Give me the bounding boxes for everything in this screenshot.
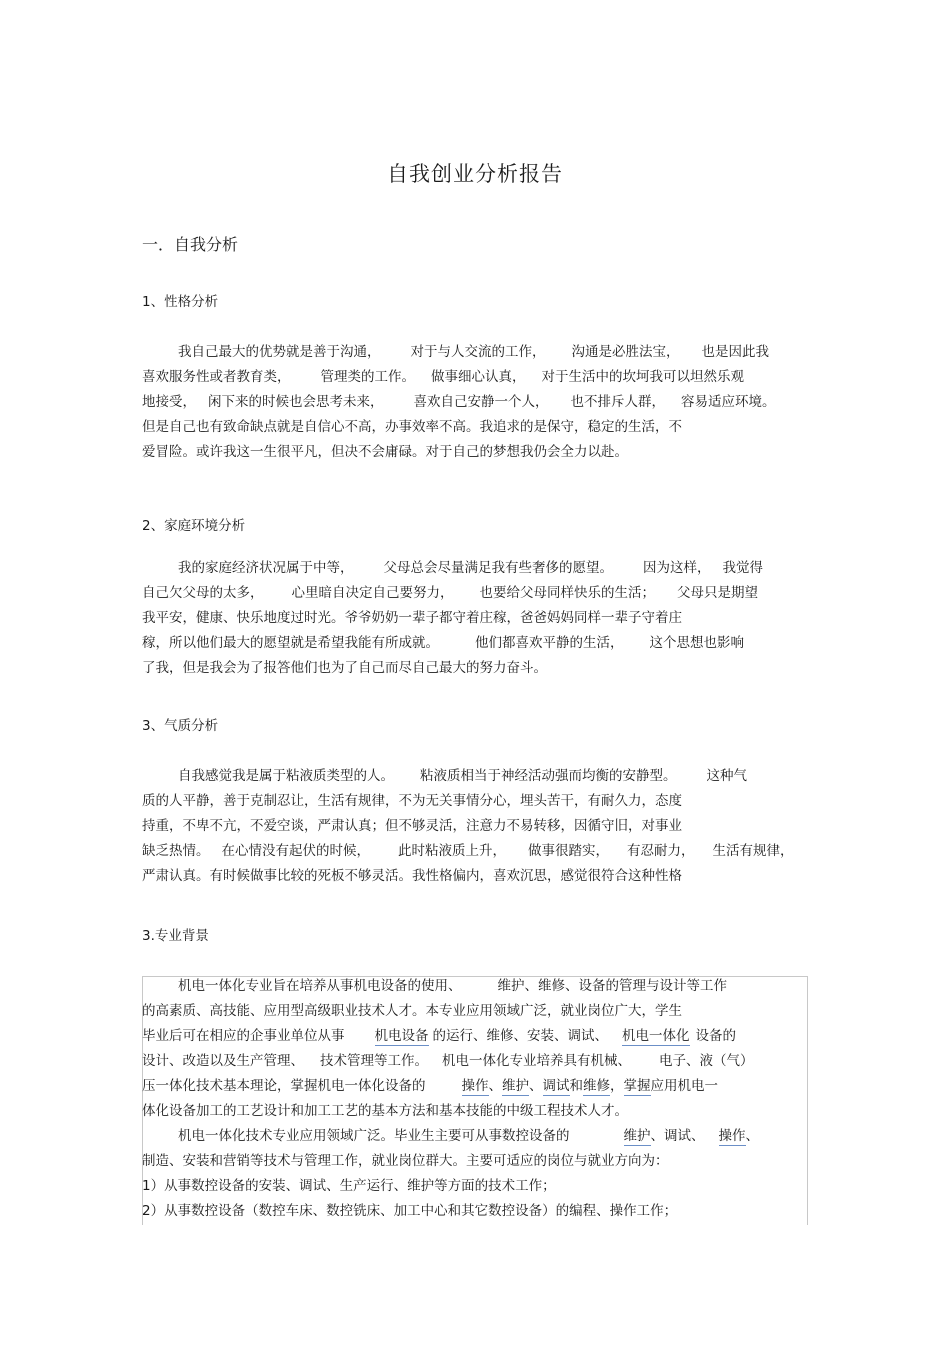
- text-line: 设计、改造以及生产管理、 技术管理等工作。 机电一体化专业培养具有机械、 电子、液（气）: [142, 1053, 754, 1069]
- text-line: 体化设备加工的工艺设计和加工工艺的基本方法和基本技能的中级工程技术人才。: [142, 1103, 628, 1119]
- text-line: 质的人平静，善于克制忍让，生活有规律，不为无关事情分心，埋头苦干，有耐久力，态度: [142, 793, 682, 809]
- text-line: 缺乏热情。 在心情没有起伏的时候， 此时粘液质上升， 做事很踏实， 有忍耐力， 生活有规律，: [142, 843, 794, 859]
- subheading-temperament: 3、气质分析: [142, 718, 219, 734]
- list-item: 1）从事数控设备的安装、调试、生产运行、维护等方面的技术工作；: [142, 1178, 556, 1194]
- text-line: 但是自己也有致命缺点就是自信心不高，办事效率不高。我追求的是保守，稳定的生活，不: [142, 419, 682, 435]
- text-line: 爱冒险。或许我这一生很平凡，但决不会庸碌。对于自己的梦想我仍会全力以赴。: [142, 444, 628, 460]
- list-item: 2）从事数控设备（数控车床、数控铣床、加工中心和其它数控设备）的编程、操作工作；: [142, 1203, 678, 1219]
- text-line: 我的家庭经济状况属于中等， 父母总会尽量满足我有些奢侈的愿望。 因为这样， 我觉得: [178, 560, 763, 576]
- link-electromech-equipment[interactable]: 机电设备: [374, 1028, 429, 1044]
- section-heading-self-analysis: 一．自我分析: [142, 235, 239, 254]
- link-maintenance[interactable]: 维护: [502, 1078, 529, 1094]
- text-line: 自己欠父母的太多， 心里暗自决定自己要努力， 也要给父母同样快乐的生活； 父母只是期望: [142, 585, 758, 601]
- text-line: 持重，不卑不亢，不爱空谈，严肃认真；但不够灵活，注意力不易转移，因循守旧，对事业: [142, 818, 682, 834]
- link-debugging[interactable]: 调试: [542, 1078, 570, 1094]
- text-line: 稼，所以他们最大的愿望就是希望我能有所成就。 他们都喜欢平静的生活， 这个思想也影响: [142, 635, 744, 651]
- link-operation[interactable]: 操作: [461, 1078, 489, 1094]
- text-line: 喜欢服务性或者教育类， 管理类的工作。 做事细心认真， 对于生活中的坎坷我可以坦然乐观: [142, 369, 744, 385]
- link-repair[interactable]: 维修: [583, 1078, 610, 1094]
- text-line: 了我，但是我会为了报答他们也为了自己而尽自己最大的努力奋斗。: [142, 660, 547, 676]
- text-line: 我自己最大的优势就是善于沟通， 对于与人交流的工作， 沟通是必胜法宝， 也是因此我: [178, 344, 769, 360]
- text-line: 压一体化技术基本理论，掌握机电一体化设备的 操作、维护、调试和维修，掌握应用机电一: [142, 1078, 718, 1094]
- subheading-personality: 1、性格分析: [142, 294, 219, 310]
- text-line: 机电一体化技术专业应用领域广泛。毕业生主要可从事数控设备的 维护、调试、 操作、: [178, 1128, 759, 1144]
- paragraph-major-1: [142, 974, 806, 1224]
- text-line: 我平安，健康、快乐地度过时光。爷爷奶奶一辈子都守着庄稼，爸爸妈妈同样一辈子守着庄: [142, 610, 682, 626]
- text-line: 的高素质、高技能、应用型高级职业技术人才。本专业应用领域广泛，就业岗位广大，学生: [142, 1003, 682, 1019]
- text-line: 自我感觉我是属于粘液质类型的人。 粘液质相当于神经活动强而均衡的安静型。 这种气: [178, 768, 747, 784]
- subheading-major-background: 3.专业背景: [142, 928, 209, 944]
- paragraph-temperament: [142, 764, 812, 889]
- paragraph-personality: [142, 340, 812, 465]
- paragraph-family: [142, 556, 812, 681]
- text-line: 制造、安装和营销等技术与管理工作，就业岗位群大。主要可适应的岗位与就业方向为：: [142, 1153, 669, 1169]
- link-master[interactable]: 掌握: [623, 1078, 651, 1094]
- text-line: 严肃认真。有时候做事比较的死板不够灵活。我性格偏内，喜欢沉思，感觉很符合这种性格: [142, 868, 682, 884]
- link-maintenance-2[interactable]: 维护: [623, 1128, 651, 1144]
- text-line: 地接受， 闲下来的时候也会思考未来， 喜欢自己安静一个人， 也不排斥人群， 容易适应环境。: [142, 394, 776, 410]
- link-mechatronics[interactable]: 机电一体化: [622, 1028, 690, 1044]
- document-title: 自我创业分析报告: [387, 162, 563, 186]
- text-line: 毕业后可在相应的企事业单位从事 机电设备 的运行、维修、安装、调试、 机电一体化 设备的: [142, 1028, 736, 1044]
- text-line: 机电一体化专业旨在培养从事机电设备的使用、 维护、维修、设备的管理与设计等工作: [178, 978, 727, 994]
- subheading-family: 2、家庭环境分析: [142, 518, 246, 534]
- link-operation-2[interactable]: 操作: [718, 1128, 746, 1144]
